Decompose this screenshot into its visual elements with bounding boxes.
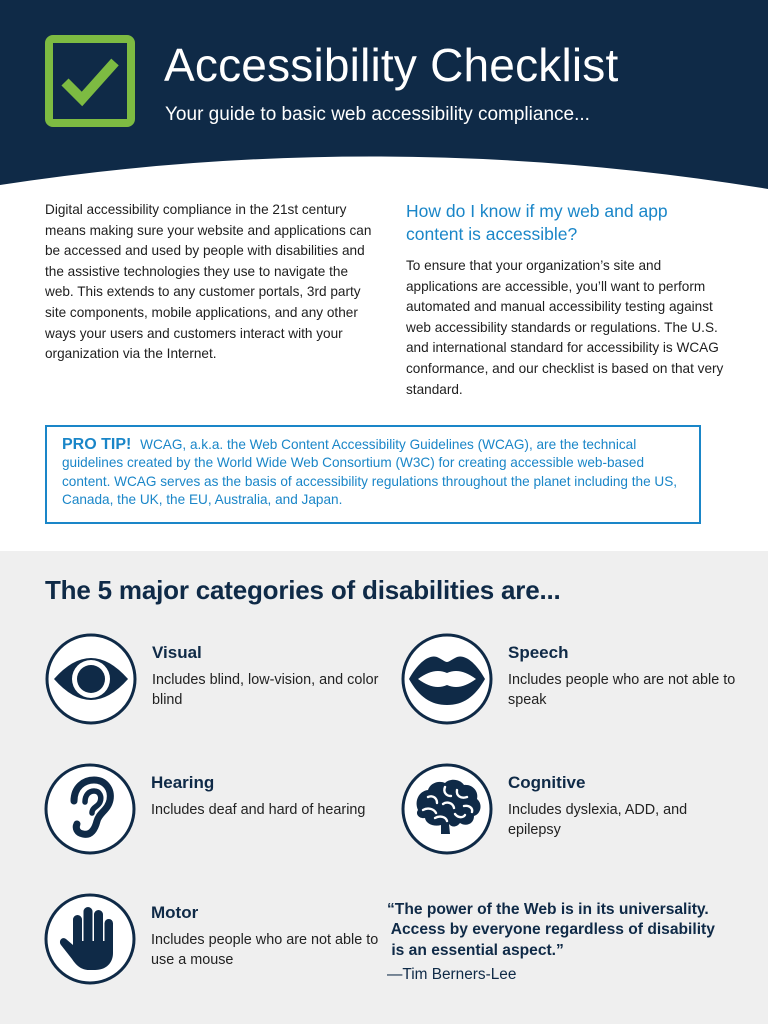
page-title: Accessibility Checklist [164, 39, 619, 91]
header-banner [0, 0, 768, 200]
checkmark-square-icon [45, 35, 135, 127]
quote-line: “The power of the Web is in its universality. [387, 901, 709, 918]
ear-icon [44, 763, 136, 855]
categories-heading: The 5 major categories of disabilities are... [45, 575, 561, 605]
category-name: Cognitive [508, 773, 586, 792]
hand-icon [44, 893, 136, 985]
category-description: Includes people who are not able to use a mouse [151, 932, 379, 968]
lips-icon [401, 633, 493, 725]
category-name: Visual [152, 643, 202, 662]
category-name: Speech [508, 643, 569, 662]
category-description: Includes dyslexia, ADD, and epilepsy [508, 802, 688, 838]
category-cognitive [401, 763, 741, 855]
category-visual [45, 633, 385, 725]
category-description: Includes deaf and hard of hearing [151, 802, 366, 818]
quote-block [387, 900, 747, 961]
pro-tip-box [45, 425, 701, 524]
category-description: Includes blind, low-vision, and color blind [152, 672, 379, 708]
intro-paragraph: Digital accessibility compliance in the 21st century means making sure your website and applications can be accessed and used by people with disabilities and the assistive technologies they use to navigate the web. This extends to any customer portals, 3rd party site components, mobile applications, and any other ways your users and customers interact with your organization via the Internet. [45, 202, 372, 362]
category-motor [44, 893, 384, 985]
brain-icon [401, 763, 493, 855]
category-hearing [44, 763, 384, 855]
pro-tip-text: WCAG, a.k.a. the Web Content Accessibility Guidelines (WCAG), are the technical guidelines created by the World Wide Web Consortium (W3C) for creating accessible web-based content. WCAG serves as the basis of accessibility regulations throughout the planet including the US, Canada, the UK, the EU, Australia, and Japan. [62, 437, 678, 508]
category-description: Includes people who are not able to speak [508, 672, 736, 708]
category-speech [401, 633, 741, 725]
quote-line: Access by everyone regardless of disability [387, 921, 715, 939]
eye-icon [45, 633, 137, 725]
category-name: Motor [151, 903, 199, 922]
question-heading: How do I know if my web and app content is accessible? [406, 201, 668, 244]
quote-line: is an essential aspect.” [387, 941, 564, 959]
page-subtitle: Your guide to basic web accessibility compliance... [165, 104, 590, 125]
category-name: Hearing [151, 773, 215, 792]
pro-tip-label: PRO TIP! [62, 436, 132, 453]
question-body: To ensure that your organization’s site and applications are accessible, you’ll want to perform automated and manual accessibility testing against web accessibility standards or regulations. The U.S. and international standard for accessibility is WCAG conformance, and our checklist is based on that very standard. [406, 258, 724, 397]
quote-attribution: —Tim Berners-Lee [387, 966, 517, 983]
